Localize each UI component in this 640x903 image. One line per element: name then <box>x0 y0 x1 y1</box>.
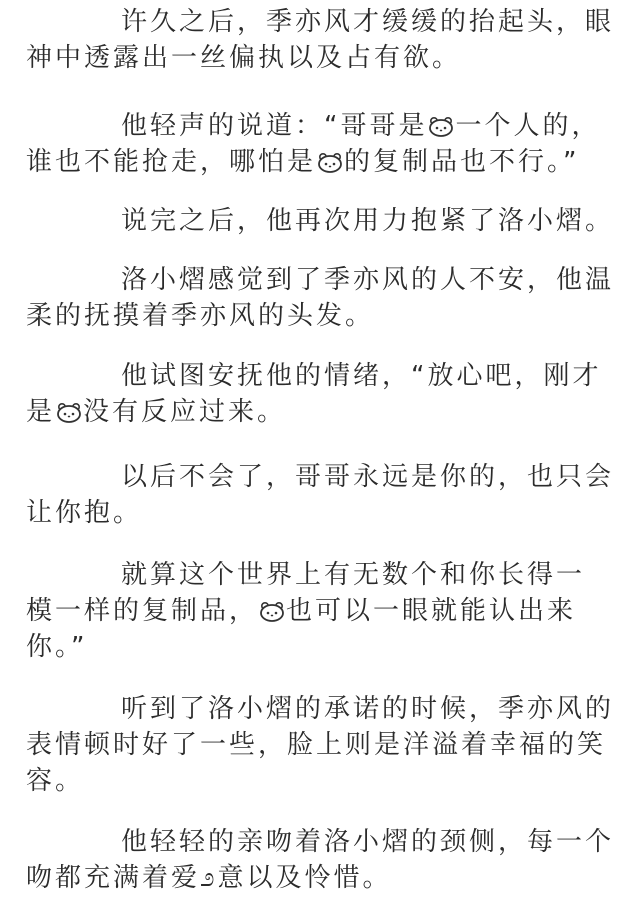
text-segment: 容。 <box>26 766 85 796</box>
text-line <box>26 4 616 40</box>
paragraph <box>26 691 616 799</box>
text-line <box>26 593 616 629</box>
text-segment: 他轻声的说道：“哥哥是 <box>121 111 428 141</box>
text-segment: 模一样的复制品， <box>26 596 259 626</box>
paragraph <box>26 459 616 531</box>
text-line <box>26 203 616 239</box>
text-line <box>26 629 616 665</box>
text-segment: 柔的抚摸着季亦风的头发。 <box>26 301 375 331</box>
text-segment: 神中透露出一丝偏执以及占有欲。 <box>26 43 462 73</box>
text-segment: 就算这个世界上有无数个和你长得一 <box>121 560 586 590</box>
text-line <box>26 557 616 593</box>
text-segment: 说完之后，他再次用力抱紧了洛小熠。 <box>121 206 615 236</box>
text-segment: 的复制品也不行。” <box>344 147 580 177</box>
paragraph <box>26 108 616 180</box>
paragraph <box>26 557 616 665</box>
text-segment: 是 <box>26 397 56 427</box>
text-segment: 让你抱。 <box>26 498 143 528</box>
paragraph <box>26 4 616 76</box>
text-line <box>26 860 616 896</box>
text-line <box>26 144 616 180</box>
paragraph <box>26 203 616 239</box>
text-segment: 他试图安抚他的情绪，“放心吧，刚才 <box>121 361 602 391</box>
text-line <box>26 824 616 860</box>
text-segment: 你。” <box>26 632 88 662</box>
bear-face-icon <box>428 115 454 137</box>
text-line <box>26 358 616 394</box>
text-segment: 他轻轻的亲吻着洛小熠的颈侧，每一个 <box>121 827 615 857</box>
bear-face-icon <box>317 151 343 173</box>
text-line <box>26 763 616 799</box>
text-line <box>26 459 616 495</box>
text-line <box>26 495 616 531</box>
text-segment: 吻都充满着爱೨意以及怜惜。 <box>26 863 392 893</box>
text-segment: 一个人的， <box>455 111 601 141</box>
text-line <box>26 727 616 763</box>
text-segment: 谁也不能抢走，哪怕是 <box>26 147 317 177</box>
text-segment: 洛小熠感觉到了季亦风的人不安，他温 <box>121 265 615 295</box>
bear-face-icon <box>259 600 285 622</box>
text-line <box>26 394 616 430</box>
paragraph <box>26 824 616 896</box>
text-segment: 没有反应过来。 <box>83 397 287 427</box>
text-segment: 以后不会了，哥哥永远是你的，也只会 <box>121 462 615 492</box>
text-line <box>26 40 616 76</box>
text-segment: 许久之后，季亦风才缓缓的抬起头，眼 <box>121 7 615 37</box>
text-line <box>26 691 616 727</box>
text-line <box>26 108 616 144</box>
text-segment: 也可以一眼就能认出来 <box>286 596 577 626</box>
text-line <box>26 298 616 334</box>
paragraph <box>26 358 616 430</box>
text-line <box>26 262 616 298</box>
text-segment: 表情顿时好了一些，脸上则是洋溢着幸福的笑 <box>26 730 607 760</box>
bear-face-icon <box>56 401 82 423</box>
paragraph <box>26 262 616 334</box>
text-segment: 听到了洛小熠的承诺的时候，季亦风的 <box>121 694 615 724</box>
